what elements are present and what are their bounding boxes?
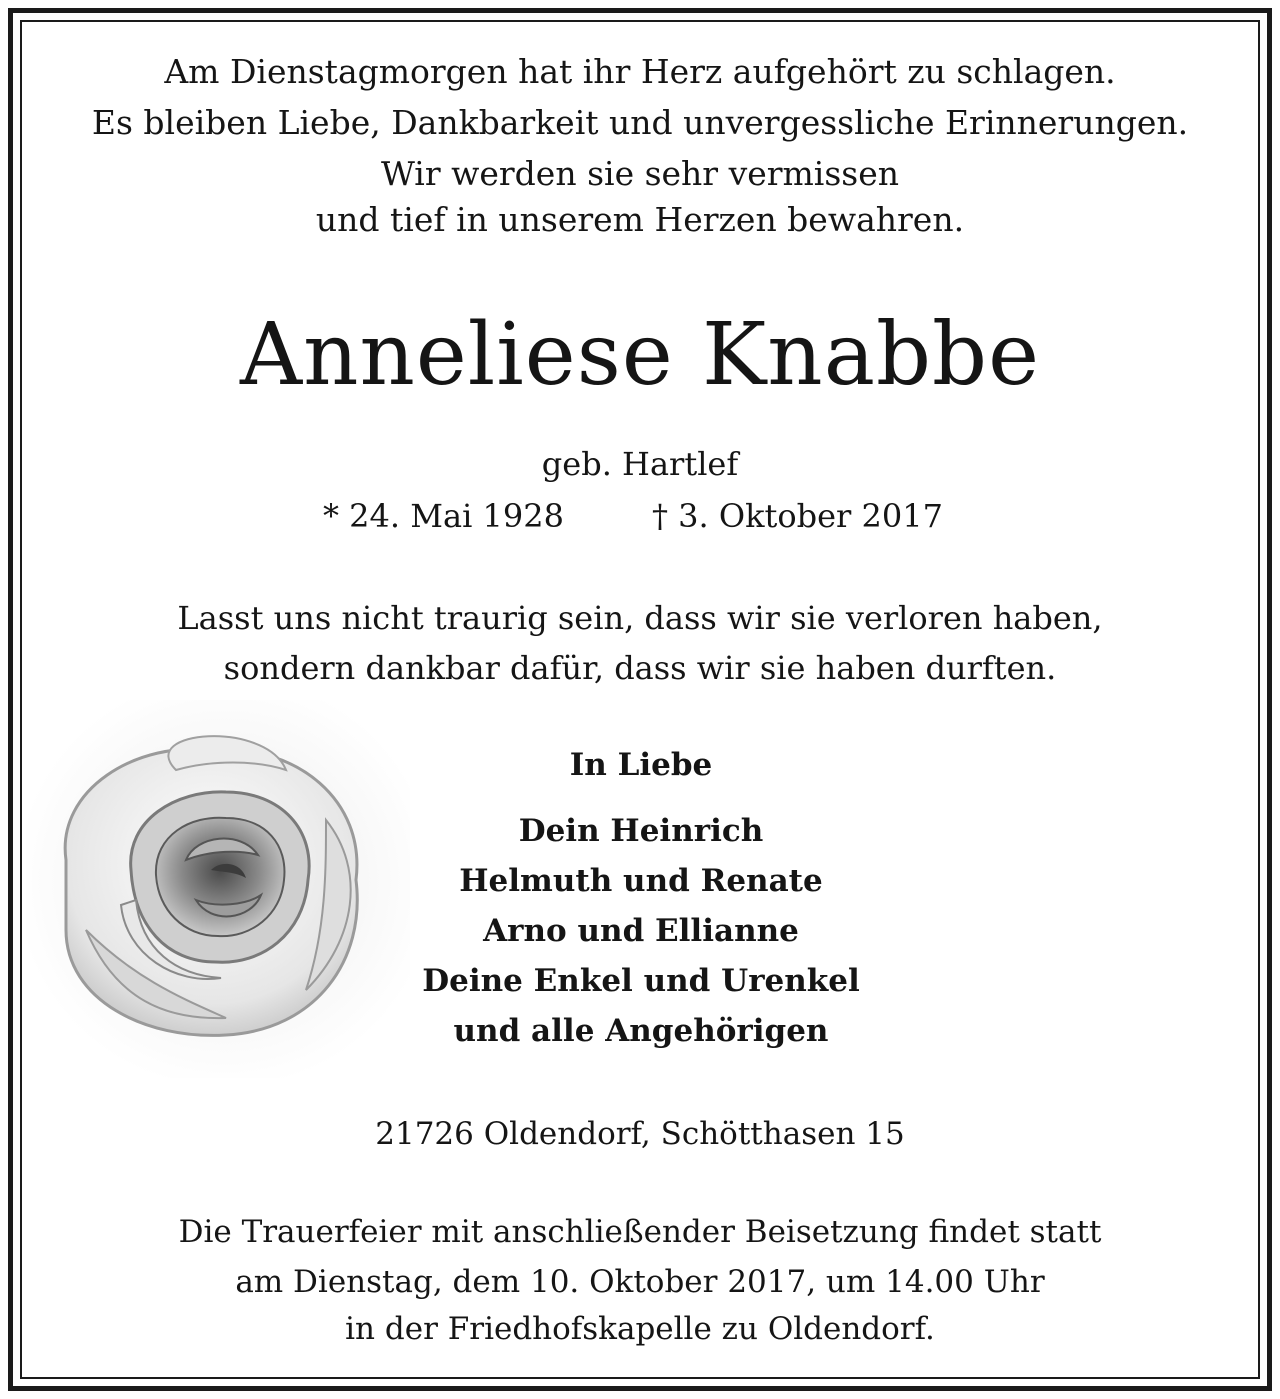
maiden-name: geb. Hartlef — [541, 445, 739, 483]
mourner-name: Deine Enkel und Urenkel — [422, 963, 860, 999]
mourners-heading: In Liebe — [569, 747, 713, 783]
quote-line: Lasst uns nicht traurig sein, dass wir sie verloren haben, — [177, 599, 1103, 637]
service-line: am Dienstag, dem 10. Oktober 2017, um 14.00 Uhr — [235, 1264, 1045, 1300]
intro-line: Am Dienstagmorgen hat ihr Herz aufgehört zu schlagen. — [164, 52, 1116, 91]
service-line: in der Friedhofskapelle zu Oldendorf. — [345, 1311, 935, 1347]
intro-line: und tief in unserem Herzen bewahren. — [315, 200, 965, 239]
service-line: Die Trauerfeier mit anschließender Beisetzung findet statt — [178, 1214, 1102, 1250]
birth-date: * 24. Mai 1928 — [323, 497, 564, 535]
mourner-name: Dein Heinrich — [518, 813, 764, 849]
deceased-name: Anneliese Knabbe — [240, 305, 1040, 405]
intro-line: Es bleiben Liebe, Dankbarkeit und unvergessliche Erinnerungen. — [91, 103, 1189, 142]
address: 21726 Oldendorf, Schötthasen 15 — [375, 1116, 905, 1152]
intro-line: Wir werden sie sehr vermissen — [380, 154, 900, 193]
mourner-name: und alle Angehörigen — [453, 1013, 829, 1049]
quote-line: sondern dankbar dafür, dass wir sie haben durften. — [223, 649, 1057, 687]
mourner-name: Helmuth und Renate — [459, 863, 823, 899]
mourner-name: Arno und Ellianne — [483, 913, 799, 949]
death-date: † 3. Oktober 2017 — [652, 497, 943, 535]
